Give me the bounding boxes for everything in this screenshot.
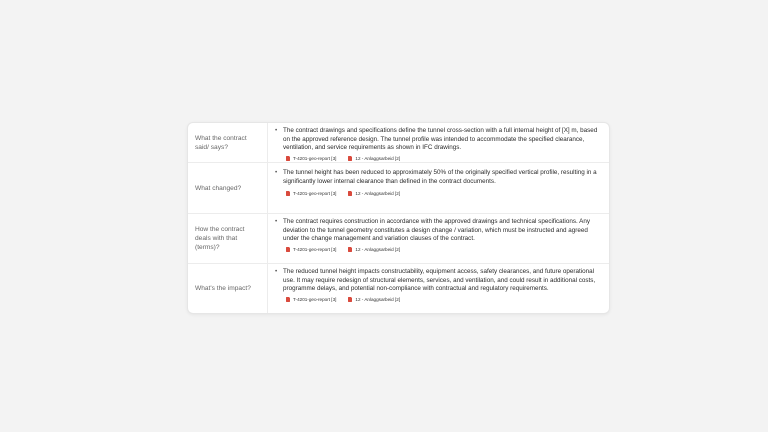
pdf-file-icon [348,156,352,161]
row-question: What changed? [188,163,268,213]
source-label: T-4201-geo-report [3] [293,296,337,302]
table-row [188,163,609,214]
source-references [286,297,601,302]
bullet-dot: • [275,127,278,134]
source-chip[interactable] [286,191,336,196]
answer-text: The contract drawings and specifications define the tunnel cross-section with a full internal height of [X] m, based on the approved reference design. The tunnel profile was intended to accommodate the specified clearance, ventilation, and service requirements as shown in IFC drawings. [283,127,598,152]
source-chip[interactable] [348,247,400,252]
row-answer-cell [268,264,609,313]
source-label: T-4201-geo-report [3] [293,246,337,252]
source-chip[interactable] [286,156,336,161]
answer-bullet [275,127,601,153]
source-label: 12 - Anlaggsarbeid [2] [355,246,401,252]
table-row [188,214,609,264]
row-question: How the contract deals with that (terms)? [188,214,268,263]
bullet-dot: • [275,169,278,176]
row-answer-cell [268,163,609,213]
answer-bullet [275,169,601,186]
pdf-file-icon [286,297,290,302]
answer-text: The reduced tunnel height impacts constructability, equipment access, safety clearances, and future operational use. It may require redesign of structural elements, services, and ventilation, and could result in additional costs, programme delays, and potential non-compliance with contractual and regulatory requirements. [283,268,596,293]
source-chip[interactable] [286,247,336,252]
answer-bullet [275,218,601,244]
row-answer-cell [268,214,609,263]
pdf-file-icon [348,247,352,252]
pdf-file-icon [286,247,290,252]
source-label: 12 - Anlaggsarbeid [2] [355,155,401,161]
source-label: T-4201-geo-report [3] [293,191,337,197]
bullet-dot: • [275,268,278,275]
row-question: What's the impact? [188,264,268,313]
source-label: T-4201-geo-report [3] [293,155,337,161]
row-question: What the contract said/ says? [188,123,268,162]
pdf-file-icon [348,297,352,302]
answer-text: The contract requires construction in accordance with the approved drawings and technical specifications. Any deviation to the tunnel geometry constitutes a design change / variation, which must be instructed and agreed under the change management and variation clauses of the contract. [283,218,590,243]
row-answer-cell [268,123,609,162]
pdf-file-icon [286,191,290,196]
bullet-dot: • [275,218,278,225]
answer-text: The tunnel height has been reduced to approximately 50% of the originally specified vertical profile, resulting in a significantly lower internal clearance than defined in the contract documents. [283,169,597,185]
table-row [188,264,609,313]
source-chip[interactable] [286,297,336,302]
source-chip[interactable] [348,191,400,196]
source-chip[interactable] [348,297,400,302]
contract-analysis-table [187,122,610,314]
source-references [286,156,601,161]
answer-bullet [275,268,601,294]
source-references [286,247,601,252]
pdf-file-icon [348,191,352,196]
source-references [286,191,601,196]
pdf-file-icon [286,156,290,161]
table-row [188,123,609,163]
source-chip[interactable] [348,156,400,161]
source-label: 12 - Anlaggsarbeid [2] [355,191,401,197]
source-label: 12 - Anlaggsarbeid [2] [355,296,401,302]
